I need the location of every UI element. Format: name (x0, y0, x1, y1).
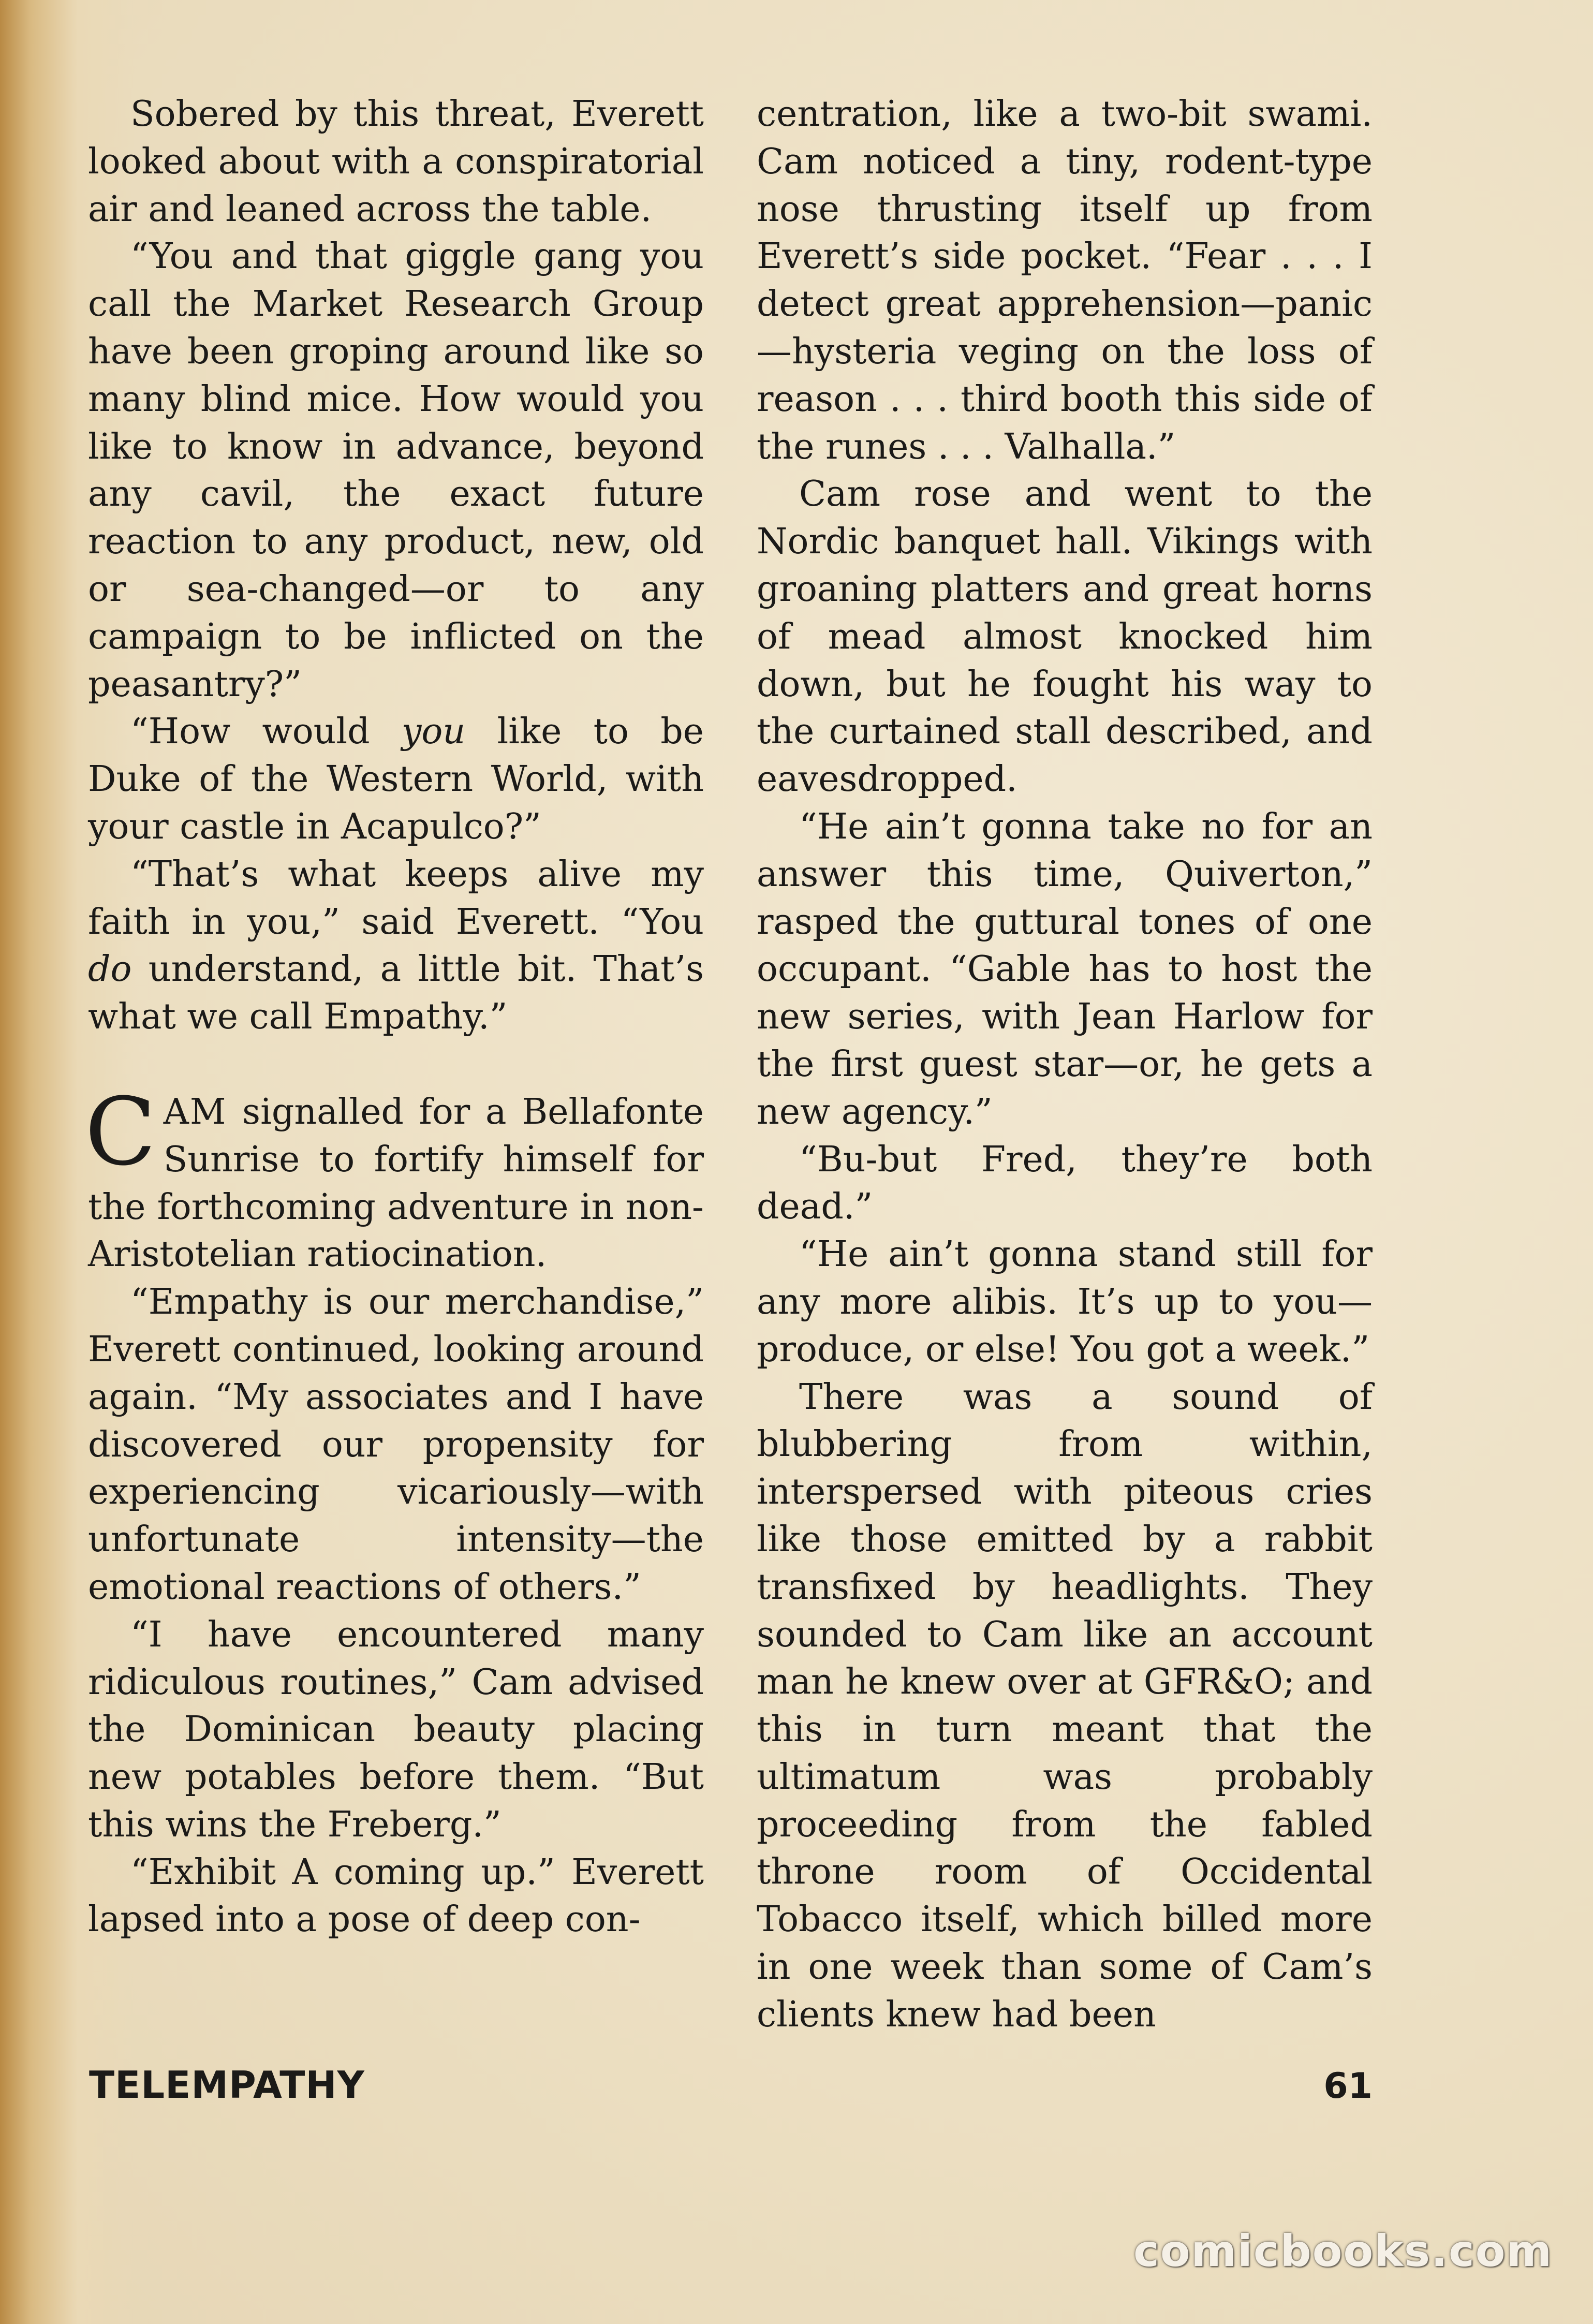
paragraph: “Bu-but Fred, they’re both dead.” (757, 1139, 1373, 1228)
text-run: like to be Duke of the Western World, with your castle in Acapulco?” (88, 711, 704, 847)
paragraph: “He ain’t gonna take no for an answer this time, Quiverton,” rasped the guttural tones of one occupant. “Gable has to host the new series, with Jean Harlow for the first guest star—or, he gets a new agency.” (757, 806, 1373, 1132)
paragraph: “You and that giggle gang you call the Market Research Group have been groping around like so many blind mice. How would you like to know in advance, beyond any cavil, the exact future reaction to any product, new, old or sea-changed—or to any campaign to be inflicted on the peasantry?” (88, 236, 704, 705)
paragraph: Cam rose and went to the Nordic banquet hall. Vikings with groaning platters and great horns of mead almost knocked him down, but he fought his way to the curtained stall described, and eavesdropped. (757, 474, 1373, 800)
site-watermark: comicbooks.com (1133, 2226, 1553, 2276)
page-footer (89, 2063, 1377, 2107)
paragraph: “Empathy is our merchandise,” Everett continued, looking around again. “My associates and I have discovered our propensity for experiencing vicariously—with unfortunate intensity—the emotional reactions of others.” (88, 1282, 704, 1608)
running-title: TELEMPATHY (89, 2063, 365, 2107)
section-opening-paragraph (85, 1078, 704, 1278)
paragraph-continuation: centration, like a two-bit swami. Cam noticed a tiny, rodent-type nose thrusting itself up from Everett’s side pocket. “Fear . . . I detect great apprehension—panic—hysteria veging on the loss of reason . . . third booth this side of the runes . . . Valhalla.” (757, 94, 1373, 467)
text-run: “That’s what keeps alive my faith in you,” said Everett. “You (88, 854, 704, 943)
italic-text: do (88, 949, 132, 990)
page-number: 61 (1323, 2066, 1373, 2107)
paragraph (88, 708, 704, 850)
paragraph: “Exhibit A coming up.” Everett lapsed into a pose of deep con- (88, 1851, 704, 1940)
small-caps-lead: AM (163, 1091, 227, 1132)
italic-text: you (402, 711, 466, 753)
left-column (85, 91, 704, 1944)
text-run: signalled for a Bellafonte Sunrise to fortify himself for the forthcoming adventure in non-Aristotelian ratiocination. (88, 1091, 704, 1275)
paragraph: There was a sound of blubbering from within, interspersed with piteous cries like those emitted by a rabbit transfixed by headlights. They sounded to Cam like an account man he knew over at GFR&O; and this in turn meant that the ultimatum was probably proceeding from the fabled throne room of Occidental Tobacco itself, which billed more in one week than some of Cam’s clients knew had been (757, 1376, 1373, 2035)
paragraph: “I have encountered many ridiculous routines,” Cam advised the Dominican beauty placing new potables before them. “But this wins the Freberg.” (88, 1614, 704, 1845)
right-column (757, 91, 1373, 2039)
text-run: “How would (130, 711, 402, 753)
drop-cap: C (85, 1078, 156, 1186)
paragraph: Sobered by this threat, Everett looked about with a conspiratorial air and leaned across the table. (88, 94, 704, 230)
paragraph (88, 851, 704, 1041)
text-run: understand, a little bit. That’s what we call Empathy.” (88, 949, 704, 1038)
paragraph: “He ain’t gonna stand still for any more alibis. It’s up to you—produce, or else! You got a week.” (757, 1234, 1373, 1370)
